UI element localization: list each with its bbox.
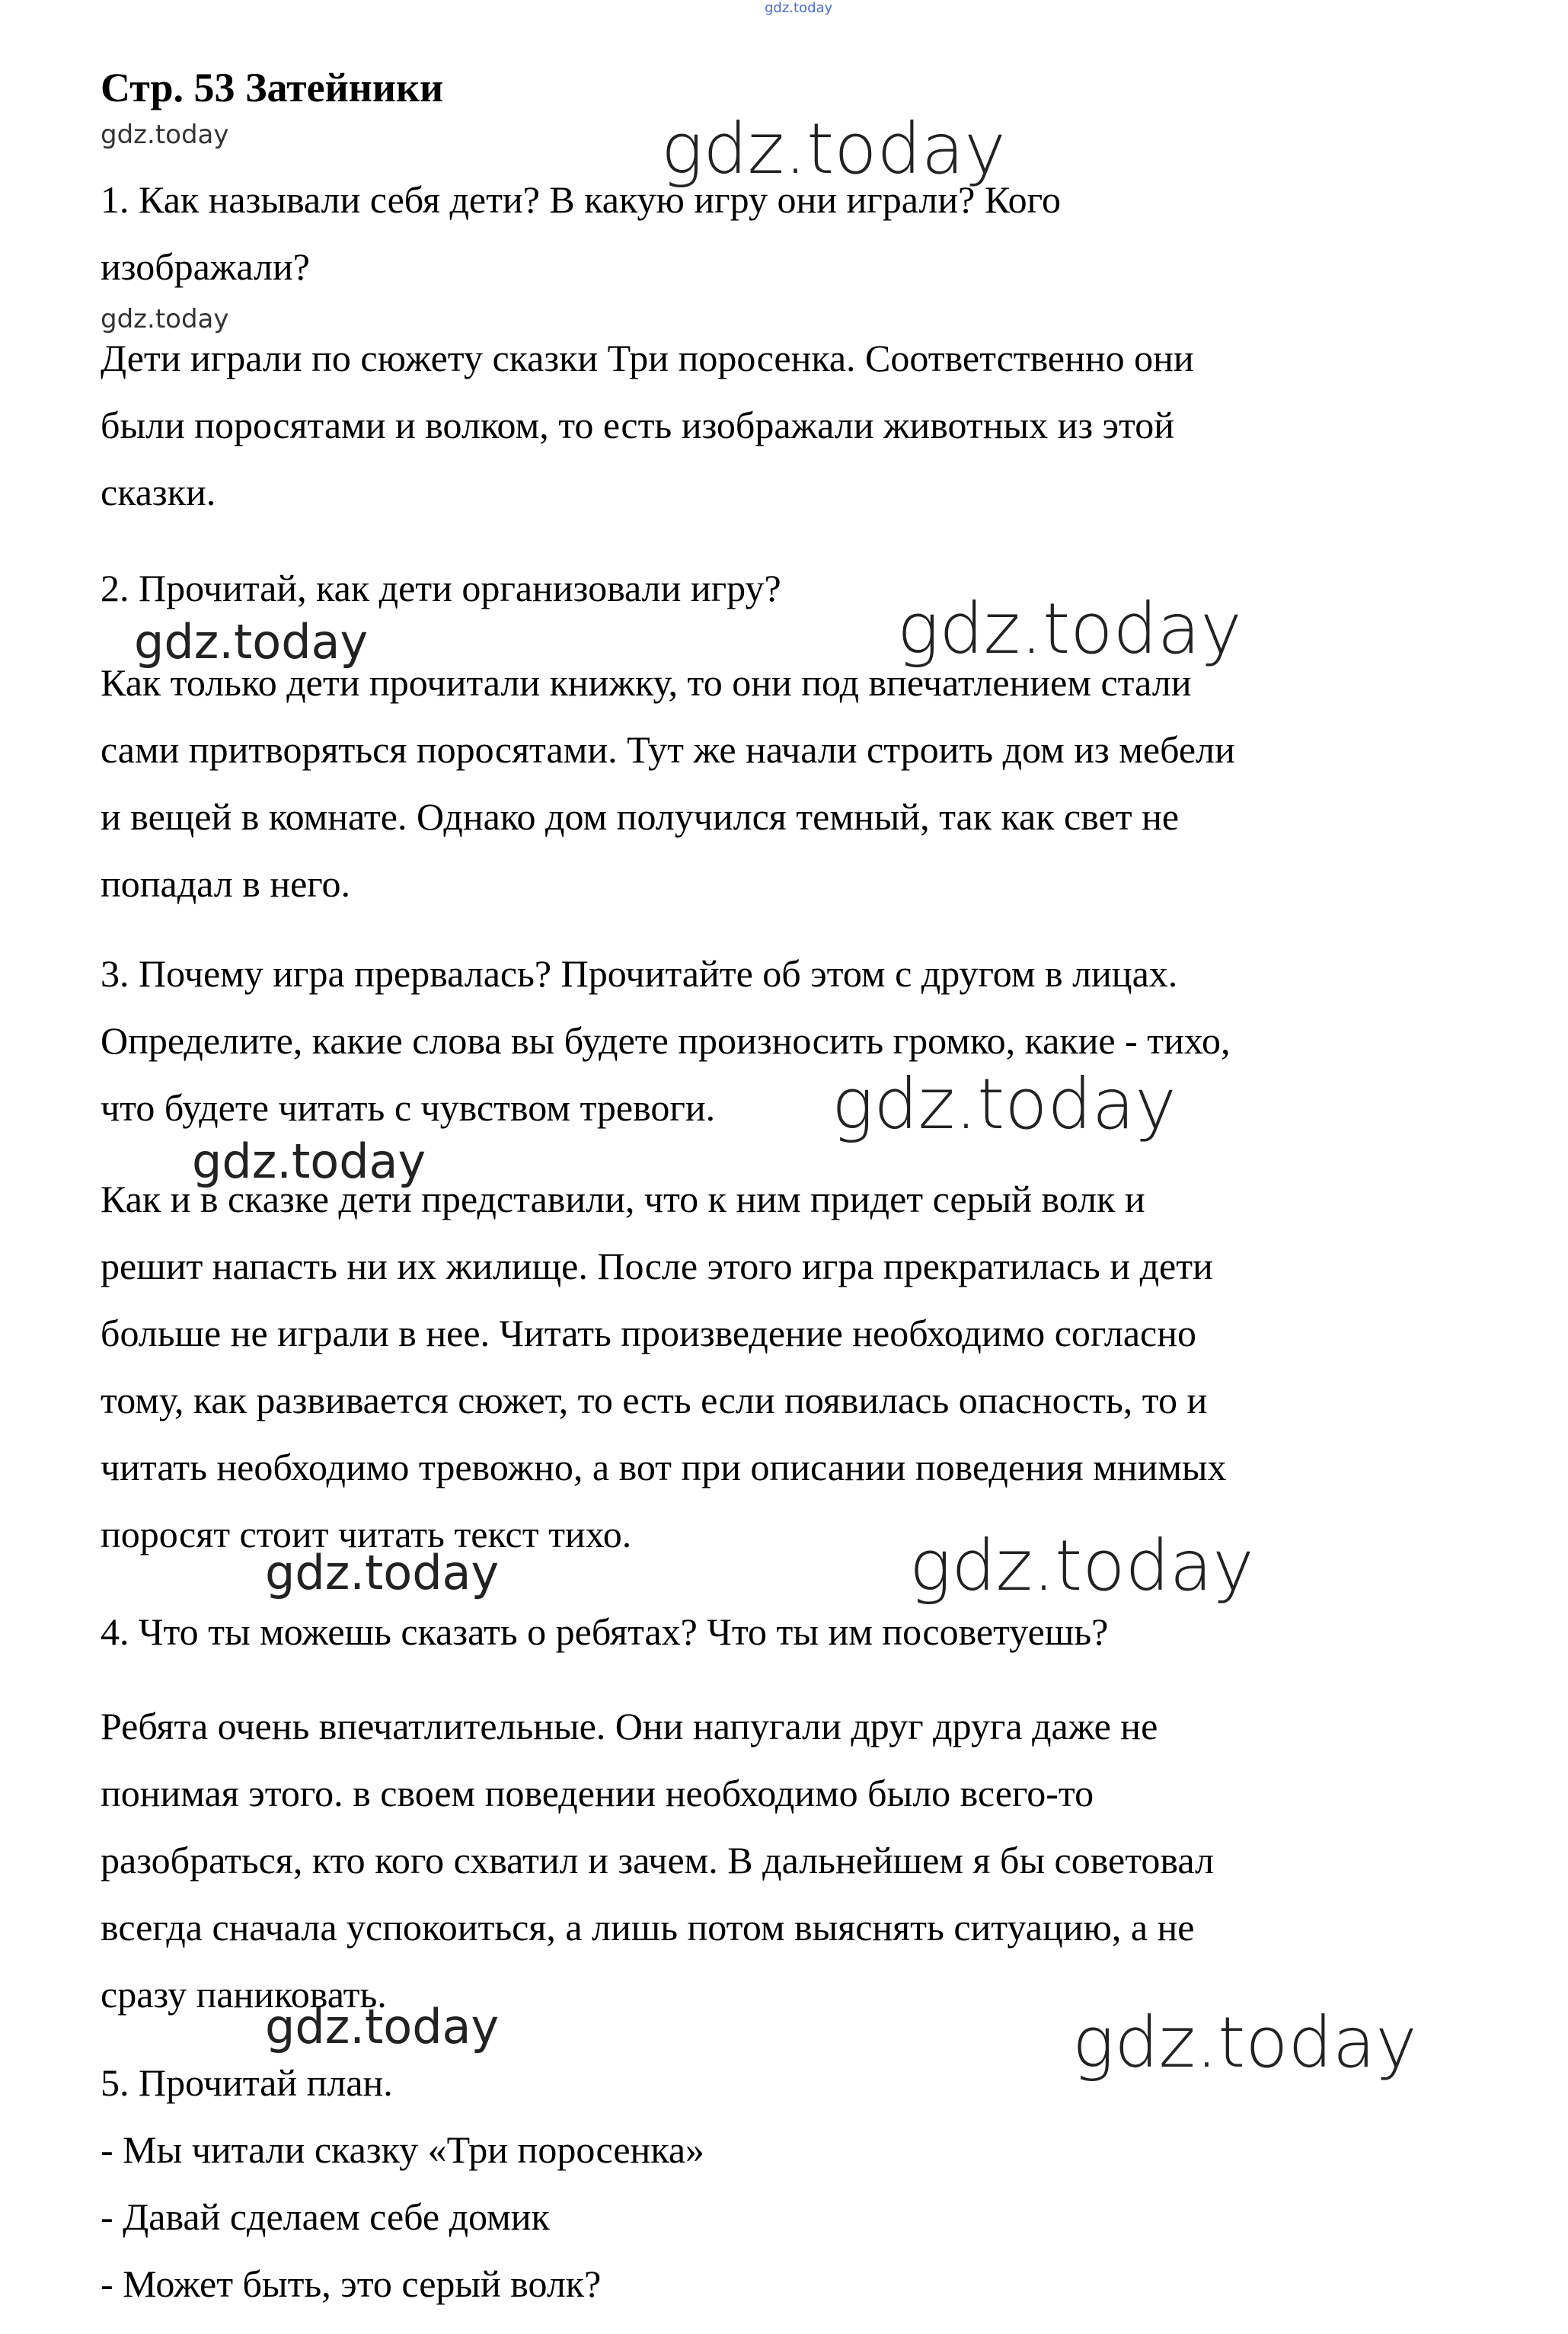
answer-line: сказки.: [101, 471, 216, 513]
plan-item: - Мы читали сказку «Три поросенка»: [101, 2128, 705, 2171]
answer-line: читать необходимо тревожно, а вот при описании поведения мнимых: [101, 1446, 1227, 1488]
answer-line: и вещей в комнате. Однако дом получился темный, так как свет не: [101, 795, 1180, 838]
answer-line: сами притворяться поросятами. Тут же начали строить дом из мебели: [101, 728, 1235, 771]
question-5: [101, 2049, 1471, 2317]
question-line: изображали?: [101, 245, 310, 288]
plan-item: - Может быть, это серый волк?: [101, 2262, 602, 2305]
watermark-top: gdz.today: [765, 0, 833, 16]
answer-3: [101, 1165, 1471, 1568]
watermark-small: gdz.today: [101, 304, 229, 334]
answer-2: [101, 649, 1471, 917]
answer-line: были поросятами и волком, то есть изображали животных из этой: [101, 404, 1174, 446]
watermark-medium: gdz.today: [265, 1999, 500, 2054]
watermark-small: gdz.today: [101, 120, 229, 150]
watermark-large: gdz.today: [832, 1063, 1177, 1145]
answer-line: Как и в сказке дети представили, что к ним придет серый волк и: [101, 1178, 1145, 1220]
answer-1: [101, 325, 1471, 526]
question-4: [101, 1598, 1471, 1665]
watermark-large: gdz.today: [909, 1525, 1254, 1607]
answer-line: разобраться, кто кого схватил и зачем. В дальнейшем я бы советовал: [101, 1839, 1214, 1882]
question-line: 5. Прочитай план.: [101, 2061, 393, 2104]
question-line: Определите, какие слова вы будете произносить громко, какие - тихо,: [101, 1019, 1231, 1062]
answer-line: сразу паниковать.: [101, 1973, 387, 2016]
question-line: 2. Прочитай, как дети организовали игру?: [101, 567, 781, 609]
answer-4: [101, 1693, 1471, 2028]
answer-line: попадал в него.: [101, 862, 351, 905]
question-line: 1. Как называли себя дети? В какую игру они играли? Кого: [101, 178, 1061, 221]
question-3: [101, 940, 1471, 1145]
answer-line: Дети играли по сюжету сказки Три поросенка. Соответственно они: [101, 337, 1194, 379]
question-line: 3. Почему игра прервалась? Прочитайте об этом с другом в лицах.: [101, 952, 1178, 995]
watermark-large: gdz.today: [661, 108, 1006, 190]
question-line: 4. Что ты можешь сказать о ребятах? Что ты им посоветуешь?: [101, 1610, 1109, 1653]
answer-line: решит напасть ни их жилище. После этого игра прекратилась и дети: [101, 1245, 1213, 1287]
watermark-large: gdz.today: [897, 588, 1242, 670]
page-title: Стр. 53 Затейники: [101, 65, 444, 110]
question-2: [101, 555, 1471, 622]
plan-item: - Давай сделаем себе домик: [101, 2195, 550, 2238]
answer-line: тому, как развивается сюжет, то есть если появилась опасность, то и: [101, 1379, 1208, 1421]
watermark-medium: gdz.today: [265, 1545, 500, 1600]
answer-line: поросят стоит читать текст тихо.: [101, 1513, 632, 1555]
question-line: что будете читать с чувством тревоги.: [101, 1086, 716, 1129]
watermark-large: gdz.today: [1072, 2002, 1417, 2083]
watermark-medium: gdz.today: [134, 614, 369, 670]
watermark-medium: gdz.today: [192, 1133, 426, 1189]
answer-line: Ребята очень впечатлительные. Они напугали друг друга даже не: [101, 1705, 1158, 1747]
question-1: [101, 166, 1471, 300]
answer-line: всегда сначала успокоиться, а лишь потом выяснять ситуацию, а не: [101, 1906, 1195, 1949]
answer-line: Как только дети прочитали книжку, то они под впечатлением стали: [101, 661, 1192, 704]
answer-line: больше не играли в нее. Читать произведение необходимо согласно: [101, 1312, 1196, 1354]
answer-line: понимая этого. в своем поведении необходимо было всего-то: [101, 1772, 1094, 1814]
